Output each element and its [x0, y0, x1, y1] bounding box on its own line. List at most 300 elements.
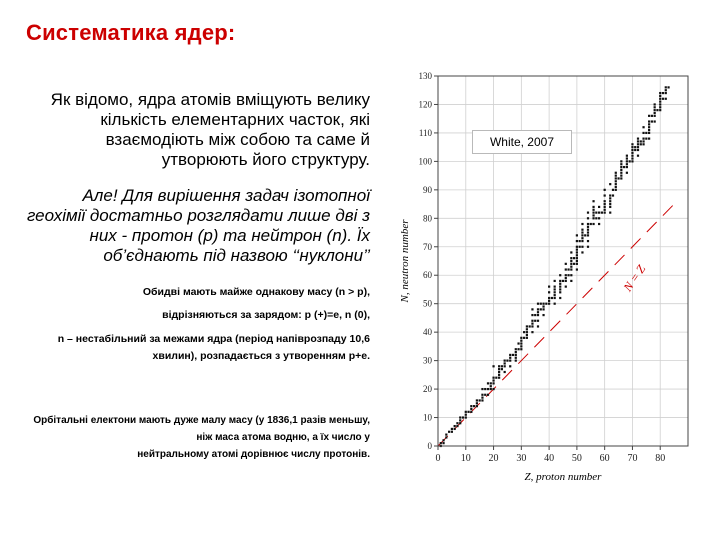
nuclide-point	[559, 283, 561, 285]
nuclide-point	[542, 314, 544, 316]
nuclide-point	[567, 268, 569, 270]
nuclide-point	[576, 234, 578, 236]
nuclide-point	[573, 263, 575, 265]
nuclide-point	[542, 305, 544, 307]
nuclide-point	[581, 240, 583, 242]
nuclide-point	[520, 348, 522, 350]
x-tick-label: 80	[655, 453, 666, 464]
nuclide-point	[604, 194, 606, 196]
nuclide-point	[470, 405, 472, 407]
nuclide-point	[448, 431, 450, 433]
nuclide-point	[631, 152, 633, 154]
y-tick-label: 10	[423, 412, 432, 423]
nuclide-point	[537, 303, 539, 305]
nuclide-point	[576, 240, 578, 242]
nuclide-point	[554, 286, 556, 288]
x-axis-label: Z, proton number	[524, 471, 602, 483]
nuclide-point	[620, 169, 622, 171]
nuclide-point	[665, 98, 667, 100]
nuclide-point	[654, 112, 656, 114]
nuclide-point	[609, 194, 611, 196]
nuclide-point	[595, 212, 597, 214]
nuclide-point	[592, 206, 594, 208]
x-tick-label: 40	[544, 453, 555, 464]
nuclide-point	[642, 126, 644, 128]
y-tick-label: 0	[427, 441, 432, 451]
nuclide-point	[481, 394, 483, 396]
nuclide-point	[487, 388, 489, 390]
nuclide-point	[540, 303, 542, 305]
nuclide-point	[454, 428, 456, 430]
x-tick-label: 10	[460, 453, 471, 464]
nuclide-point	[570, 266, 572, 268]
paragraph-nucleons: Але! Для вирішення задач ізотопної геохімії достатньо розглядати лише дві з них - протон (р) та нейтрон (n). Їх об’єднають під назвою ‘‘нуклони’’	[26, 186, 370, 265]
nuclide-point	[609, 183, 611, 185]
nuclide-point	[470, 411, 472, 413]
nuclide-point	[581, 223, 583, 225]
nuclide-point	[576, 257, 578, 259]
nuclide-point	[459, 416, 461, 418]
nuclide-point	[529, 325, 531, 327]
nuclide-point	[554, 288, 556, 290]
nuclide-point	[576, 251, 578, 253]
nuclide-point	[604, 200, 606, 202]
nuclide-point	[579, 246, 581, 248]
nuclide-point	[451, 431, 453, 433]
nuclide-point	[665, 89, 667, 91]
nuclide-point	[626, 157, 628, 159]
nuclide-point	[642, 138, 644, 140]
nuclide-point	[442, 442, 444, 444]
nuclide-point	[659, 92, 661, 94]
nuclide-point	[634, 149, 636, 151]
nuclide-point	[554, 297, 556, 299]
nuclide-point	[642, 140, 644, 142]
nuclide-point	[492, 388, 494, 390]
nuclide-point	[587, 212, 589, 214]
nuclide-point	[476, 405, 478, 407]
nuclide-point	[587, 234, 589, 236]
nuclide-point	[481, 397, 483, 399]
nuclide-point	[609, 200, 611, 202]
nuclide-point	[492, 379, 494, 381]
nuclide-point	[565, 277, 567, 279]
nuclide-point	[662, 98, 664, 100]
nuclide-point	[506, 360, 508, 362]
nuclide-point	[537, 314, 539, 316]
nuclide-point	[492, 365, 494, 367]
x-tick-label: 60	[599, 453, 610, 464]
nuclide-point	[526, 328, 528, 330]
nuclide-point	[592, 209, 594, 211]
nuclide-point	[515, 351, 517, 353]
y-tick-label: 70	[423, 241, 432, 252]
nuclide-point	[565, 263, 567, 265]
nuclide-point	[445, 434, 447, 436]
nuclide-point	[659, 106, 661, 108]
nuclide-point	[604, 212, 606, 214]
nuclide-point	[559, 291, 561, 293]
nuclide-point	[656, 109, 658, 111]
nuclide-point	[504, 362, 506, 364]
nuclide-point	[662, 92, 664, 94]
nuclide-point	[576, 246, 578, 248]
nuclide-point	[642, 143, 644, 145]
nuclide-point	[640, 143, 642, 145]
n-equals-z-line	[438, 204, 674, 446]
paragraph-electrons-count: нейтральному атомі дорівнює числу протонів.	[137, 449, 370, 460]
nuclide-point	[581, 229, 583, 231]
nuclide-point	[492, 377, 494, 379]
nuclide-point	[559, 274, 561, 276]
nuclide-point	[562, 280, 564, 282]
nuclide-point	[487, 394, 489, 396]
nuclide-point	[537, 325, 539, 327]
nuclide-point	[456, 425, 458, 427]
nuclide-point	[523, 337, 525, 339]
nuclide-point	[570, 263, 572, 265]
nuclide-point	[467, 411, 469, 413]
nuclide-point	[509, 357, 511, 359]
nuclide-point	[620, 163, 622, 165]
nuclide-point	[501, 365, 503, 367]
nuclide-point	[531, 325, 533, 327]
nuclide-point	[548, 286, 550, 288]
nuclide-point	[631, 160, 633, 162]
nuclide-point	[462, 416, 464, 418]
nuclide-point	[565, 280, 567, 282]
y-tick-label: 80	[423, 213, 432, 224]
nuclide-point	[615, 172, 617, 174]
nuclide-point	[570, 268, 572, 270]
nuclide-point	[592, 223, 594, 225]
nuclide-point	[504, 365, 506, 367]
paragraph-mass: Обидві мають майже однакову масу (n > p),	[142, 286, 370, 298]
nuclide-point	[470, 408, 472, 410]
nuclide-point	[581, 246, 583, 248]
nuclide-point	[498, 365, 500, 367]
nuclide-point	[648, 115, 650, 117]
nuclide-point	[542, 303, 544, 305]
nuclide-point	[637, 146, 639, 148]
nuclide-point	[637, 155, 639, 157]
nuclide-point	[490, 382, 492, 384]
nuclide-point	[548, 300, 550, 302]
nuclide-point	[554, 303, 556, 305]
nuclide-point	[481, 399, 483, 401]
nuclide-point	[609, 212, 611, 214]
nuclide-point	[509, 365, 511, 367]
nuclide-point	[459, 422, 461, 424]
nuclide-point	[570, 251, 572, 253]
nuclide-point	[631, 155, 633, 157]
nuclide-point	[654, 109, 656, 111]
nuclide-point	[481, 388, 483, 390]
nuclide-point	[598, 206, 600, 208]
nuclide-point	[509, 354, 511, 356]
nuclide-point	[504, 371, 506, 373]
paragraph-neutron-decay: n – нестабільний за межами ядра (період напіврозпаду 10,6 хвилин), розпадається з утворенням p+e.	[57, 333, 370, 362]
nuclide-point	[620, 172, 622, 174]
nuclide-point	[615, 175, 617, 177]
nuclide-point	[631, 149, 633, 151]
nuclide-point	[592, 212, 594, 214]
nuclide-point	[440, 442, 442, 444]
nuclide-point	[626, 155, 628, 157]
nuclide-point	[484, 394, 486, 396]
nuclide-point	[598, 212, 600, 214]
nuclide-point	[587, 217, 589, 219]
nuclide-point	[659, 98, 661, 100]
nuclide-point	[659, 95, 661, 97]
nuclide-point	[487, 382, 489, 384]
nuclide-point	[442, 439, 444, 441]
nuclide-point	[659, 101, 661, 103]
nuclide-point	[612, 194, 614, 196]
nuclide-point	[604, 203, 606, 205]
nuclide-point	[559, 288, 561, 290]
nuclide-point	[587, 223, 589, 225]
nuclide-point	[592, 214, 594, 216]
nuclide-point	[540, 308, 542, 310]
nuclide-point	[609, 203, 611, 205]
nuclide-point	[587, 229, 589, 231]
nuclide-point	[501, 368, 503, 370]
nuclide-point	[629, 160, 631, 162]
nuclide-point	[612, 189, 614, 191]
nuclide-point	[565, 268, 567, 270]
nuclide-point	[615, 189, 617, 191]
nuclide-point	[559, 280, 561, 282]
nuclide-point	[520, 340, 522, 342]
nuclide-point	[654, 115, 656, 117]
nuclide-point	[531, 320, 533, 322]
nuclide-point	[451, 428, 453, 430]
nuclide-point	[654, 103, 656, 105]
nuclide-point	[520, 345, 522, 347]
nuclide-point	[637, 138, 639, 140]
nuclide-point	[626, 166, 628, 168]
nuclide-point	[584, 234, 586, 236]
nuclide-point	[567, 274, 569, 276]
nuclide-point	[537, 308, 539, 310]
x-tick-label: 0	[435, 453, 441, 464]
nuclide-point	[651, 115, 653, 117]
nuclide-point	[534, 314, 536, 316]
nuclide-point	[498, 377, 500, 379]
nuclide-point	[520, 342, 522, 344]
nuclide-point	[648, 123, 650, 125]
y-tick-label: 90	[423, 184, 432, 195]
nuclide-point	[648, 126, 650, 128]
nuclide-point	[645, 132, 647, 134]
nuclide-point	[587, 231, 589, 233]
y-tick-label: 30	[423, 355, 432, 366]
nuclide-point	[631, 143, 633, 145]
nuclide-point	[595, 217, 597, 219]
nuclide-point	[498, 374, 500, 376]
nuclide-point	[523, 331, 525, 333]
y-axis-label: N, neutron number	[399, 219, 411, 303]
nuclide-point	[626, 160, 628, 162]
nuclide-point	[592, 200, 594, 202]
y-tick-label: 130	[418, 71, 432, 81]
nuclide-point	[526, 337, 528, 339]
paragraph-electrons: Орбітальні електони мають дуже малу масу (у 1836,1 разів меньшу, ніж маса атома водню, а їх число у	[33, 415, 370, 443]
nuclide-point	[581, 234, 583, 236]
nuclide-point	[498, 368, 500, 370]
nuclide-point	[581, 237, 583, 239]
nuclide-point	[581, 231, 583, 233]
nuclide-point	[642, 132, 644, 134]
nuclide-point	[495, 377, 497, 379]
nuclide-point	[509, 360, 511, 362]
nuclide-point	[651, 120, 653, 122]
nuclide-point	[659, 109, 661, 111]
nuclide-point	[573, 257, 575, 259]
nuclide-point	[534, 320, 536, 322]
nuclide-point	[484, 388, 486, 390]
nuclide-point	[648, 132, 650, 134]
nuclide-point	[576, 268, 578, 270]
nuclide-point	[548, 297, 550, 299]
nuclide-point	[531, 314, 533, 316]
nuclide-point	[465, 411, 467, 413]
nuclide-point	[554, 280, 556, 282]
nuclide-point	[598, 217, 600, 219]
nuclide-point	[517, 348, 519, 350]
nuclide-point	[551, 297, 553, 299]
nuclide-point	[515, 354, 517, 356]
nuclide-point	[526, 334, 528, 336]
nuclide-point	[631, 146, 633, 148]
nuclide-point	[554, 294, 556, 296]
nuclide-point	[631, 157, 633, 159]
nuclide-point	[576, 263, 578, 265]
nuclide-point	[520, 337, 522, 339]
n-equals-z-label: N = Z	[620, 262, 649, 294]
nuclide-point	[465, 416, 467, 418]
nuclide-point	[645, 138, 647, 140]
nuclide-point	[490, 388, 492, 390]
nuclide-point	[526, 331, 528, 333]
nuclide-point	[565, 274, 567, 276]
nuclide-point	[515, 348, 517, 350]
nuclide-point	[492, 382, 494, 384]
nuclide-point	[515, 357, 517, 359]
nuclide-point	[537, 311, 539, 313]
nuclide-point	[531, 308, 533, 310]
nuclide-point	[648, 120, 650, 122]
nuclide-point	[620, 166, 622, 168]
nuclide-point	[576, 260, 578, 262]
y-tick-label: 100	[418, 156, 432, 167]
nuclide-point	[576, 254, 578, 256]
chart-credit: White, 2007	[472, 130, 572, 154]
nuclide-point	[648, 138, 650, 140]
nuclide-point	[601, 212, 603, 214]
nuclide-point	[570, 274, 572, 276]
y-tick-label: 40	[423, 327, 432, 338]
nuclide-point	[465, 414, 467, 416]
nuclide-point	[615, 183, 617, 185]
nuclide-point	[604, 206, 606, 208]
nuclide-point	[592, 217, 594, 219]
nuclide-point	[634, 146, 636, 148]
nuclide-point	[637, 140, 639, 142]
nuclide-point	[626, 163, 628, 165]
nuclide-point	[554, 291, 556, 293]
nuclide-point	[648, 129, 650, 131]
nuclide-point	[604, 189, 606, 191]
nuclide-point	[626, 172, 628, 174]
nuclide-point	[479, 399, 481, 401]
nuclide-point	[490, 385, 492, 387]
nuclide-point	[548, 303, 550, 305]
nuclide-point	[587, 226, 589, 228]
slide-title: Систематика ядер:	[26, 20, 236, 45]
x-tick-label: 70	[627, 453, 638, 464]
nuclide-point	[565, 286, 567, 288]
nuclide-point	[604, 209, 606, 211]
nuclide-point	[456, 422, 458, 424]
nuclide-point	[665, 86, 667, 88]
nuclide-point	[570, 257, 572, 259]
y-tick-label: 110	[418, 127, 432, 138]
nuclide-point	[531, 331, 533, 333]
nuclide-point	[579, 240, 581, 242]
nuclide-point	[476, 402, 478, 404]
nuclide-point	[476, 399, 478, 401]
nuclide-point	[531, 323, 533, 325]
nuclide-point	[659, 103, 661, 105]
nuclide-point	[570, 280, 572, 282]
nuclide-point	[570, 260, 572, 262]
nuclide-point	[615, 177, 617, 179]
nuclide-point	[620, 175, 622, 177]
nuclide-point	[576, 249, 578, 251]
nuclide-point	[654, 106, 656, 108]
nuclide-point	[473, 405, 475, 407]
nuclide-point	[615, 180, 617, 182]
nuclide-point	[665, 92, 667, 94]
nuclide-point	[542, 308, 544, 310]
nuclide-point	[623, 166, 625, 168]
nuclide-point	[445, 436, 447, 438]
y-tick-label: 50	[423, 298, 432, 309]
nuclide-point	[498, 371, 500, 373]
x-tick-label: 30	[516, 453, 527, 464]
paragraph-charge: відрізняються за зарядом: p (+)=e, n (0),	[162, 309, 370, 321]
nuclide-point	[459, 419, 461, 421]
nuclide-point	[512, 354, 514, 356]
nuclide-point	[620, 160, 622, 162]
nuclide-point	[654, 120, 656, 122]
nuclide-point	[587, 240, 589, 242]
nuclide-point	[548, 291, 550, 293]
nuclide-point	[609, 197, 611, 199]
nuclide-point	[504, 360, 506, 362]
nuclide-point	[515, 360, 517, 362]
x-tick-label: 50	[571, 453, 582, 464]
nuclide-point	[667, 86, 669, 88]
nuclide-point	[637, 143, 639, 145]
nuclide-point	[559, 297, 561, 299]
nuclide-point	[615, 186, 617, 188]
nuclide-point	[454, 425, 456, 427]
y-tick-label: 120	[418, 99, 432, 110]
guide-line-segment	[438, 204, 674, 446]
